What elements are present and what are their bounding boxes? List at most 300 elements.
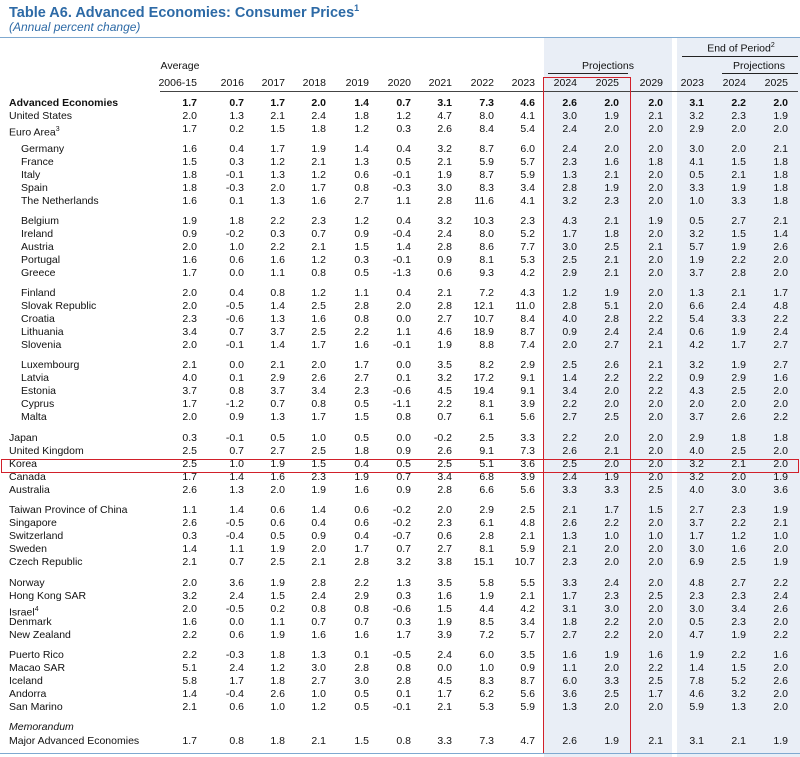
cell-value: 1.8 [182,169,197,181]
cell-value: 2.7 [773,359,788,371]
cell-value: 1.9 [773,556,788,568]
table-row [0,97,800,110]
cell-value: 2.1 [604,445,619,457]
cell-value: 2.1 [604,267,619,279]
cell-value: 3.0 [562,241,577,253]
cell-value: 1.8 [773,195,788,207]
cell-value: 6.8 [479,471,494,483]
cell-value: 2.0 [773,701,788,713]
cell-value: 2.3 [520,215,535,227]
cell-value: 1.7 [648,688,663,700]
cell-value: -0.5 [225,300,244,312]
cell-value: 2.4 [604,577,619,589]
cell-value: 2.0 [731,123,746,135]
cell-value: 1.0 [270,701,285,713]
cell-value: 4.7 [437,110,452,122]
cell-value: 3.6 [520,458,535,470]
table-row [0,432,800,445]
cell-value: 2.0 [648,143,663,155]
cell-value: 2.0 [648,445,663,457]
column-header-2029: 2029 [639,77,663,89]
cell-value: -0.1 [225,339,244,351]
row-label: Ireland [21,228,54,240]
cell-value: 2.0 [311,543,326,555]
cell-value: -0.2 [433,432,452,444]
cell-value: 2.1 [562,504,577,516]
cell-value: 2.4 [311,590,326,602]
cell-value: 1.1 [396,326,411,338]
cell-value: 2.1 [604,215,619,227]
cell-value: 6.1 [479,411,494,423]
cell-value: 3.8 [437,556,452,568]
cell-value: 5.9 [520,543,535,555]
cell-value: 0.1 [229,195,244,207]
cell-value: 0.4 [354,458,369,470]
cell-value: 2.4 [604,326,619,338]
cell-value: 1.9 [689,649,704,661]
cell-value: 1.8 [648,156,663,168]
cell-value: 3.2 [689,359,704,371]
cell-value: 3.3 [731,313,746,325]
cell-value: 2.0 [773,543,788,555]
cell-value: 1.7 [562,228,577,240]
cell-value: 1.9 [604,649,619,661]
cell-value: 2.6 [562,97,577,109]
cell-value: 5.8 [182,675,197,687]
table-row [0,300,800,313]
cell-value: -0.1 [225,169,244,181]
bottom-rule [0,753,800,754]
cell-value: 5.9 [520,701,535,713]
cell-value: 1.7 [182,267,197,279]
cell-value: 1.8 [354,445,369,457]
cell-value: 0.7 [396,471,411,483]
cell-value: 1.1 [562,662,577,674]
cell-value: 1.0 [689,195,704,207]
cell-value: 2.1 [520,590,535,602]
cell-value: 3.5 [520,649,535,661]
cell-value: 2.7 [562,411,577,423]
cell-value: 8.8 [479,339,494,351]
cell-value: 0.5 [354,688,369,700]
cell-value: 8.6 [479,241,494,253]
cell-value: 3.7 [270,326,285,338]
cell-value: 0.5 [396,156,411,168]
cell-value: 2.0 [604,556,619,568]
cell-value: 1.8 [354,110,369,122]
cell-value: 1.4 [270,300,285,312]
cell-value: 8.7 [520,675,535,687]
row-label: Euro Area$^3$ [9,126,60,139]
column-header-2023: 2023 [680,77,704,89]
row-label: Spain [21,182,48,194]
cell-value: 2.5 [311,300,326,312]
cell-value: 0.5 [354,701,369,713]
cell-value: 2.3 [731,110,746,122]
cell-value: 2.1 [311,556,326,568]
cell-value: 4.5 [437,675,452,687]
cell-value: 2.7 [354,372,369,384]
cell-value: 0.6 [354,517,369,529]
cell-value: 0.0 [229,267,244,279]
table-row [0,385,800,398]
cell-value: 3.5 [437,359,452,371]
cell-value: 8.4 [520,313,535,325]
cell-value: -0.4 [392,228,411,240]
column-header-2021: 2021 [428,77,452,89]
cell-value: 0.8 [396,411,411,423]
cell-value: 0.8 [270,287,285,299]
cell-value: 2.7 [354,195,369,207]
cell-value: -0.6 [225,313,244,325]
cell-value: 1.9 [604,471,619,483]
cell-value: 2.5 [479,432,494,444]
cell-value: 1.7 [270,97,285,109]
cell-value: 2.0 [182,411,197,423]
cell-value: -0.6 [392,603,411,615]
cell-value: 0.4 [311,517,326,529]
cell-value: 2.0 [182,603,197,615]
cell-value: 4.0 [182,372,197,384]
cell-value: 3.3 [520,432,535,444]
cell-value: 5.9 [689,701,704,713]
cell-value: 0.6 [437,530,452,542]
cell-value: 11.6 [474,195,494,207]
cell-value: 5.8 [479,577,494,589]
cell-value: 0.8 [311,398,326,410]
cell-value: 7.2 [479,287,494,299]
cell-value: 5.6 [520,411,535,423]
row-label: Norway [9,577,45,589]
cell-value: 6.0 [479,649,494,661]
cell-value: 1.5 [354,411,369,423]
cell-value: 5.3 [520,254,535,266]
row-label: United States [9,110,73,122]
cell-value: 0.6 [270,517,285,529]
cell-value: 11.0 [515,300,535,312]
cell-value: 1.8 [773,432,788,444]
cell-value: 2.1 [648,241,663,253]
cell-value: 2.3 [731,504,746,516]
cell-value: 1.6 [182,195,197,207]
cell-value: 5.1 [479,458,494,470]
cell-value: 2.8 [311,577,326,589]
cell-value: 3.0 [562,110,577,122]
cell-value: 2.0 [648,543,663,555]
cell-value: 2.0 [604,97,619,109]
korea-highlight-box [1,459,799,473]
cell-value: -1.3 [392,267,411,279]
cell-value: 3.1 [689,735,704,747]
cell-value: 1.6 [311,195,326,207]
cell-value: 1.8 [182,182,197,194]
cell-value: 2.1 [182,556,197,568]
cell-value: 1.9 [604,735,619,747]
cell-value: 2.4 [562,471,577,483]
cell-value: 9.1 [520,385,535,397]
row-label: Portugal [21,254,61,266]
cell-value: 1.8 [773,156,788,168]
cell-value: 2.1 [648,339,663,351]
cell-value: 2.0 [311,359,326,371]
cell-value: 2.2 [731,649,746,661]
cell-value: 1.2 [562,287,577,299]
cell-value: 5.5 [520,577,535,589]
table-row [0,143,800,156]
cell-value: 7.3 [520,445,535,457]
table-row [0,484,800,497]
row-footnote-marker: 3 [55,126,60,133]
cell-value: 6.6 [689,300,704,312]
cell-value: 2.1 [562,543,577,555]
cell-value: 1.9 [270,577,285,589]
row-label: Canada [9,471,46,483]
column-header-2018: 2018 [302,77,326,89]
cell-value: 2.9 [354,590,369,602]
cell-value: 1.4 [229,504,244,516]
row-label: Macao SAR [9,662,66,674]
cell-value: 1.9 [270,543,285,555]
cell-value: 1.7 [396,629,411,641]
cell-value: 0.6 [229,629,244,641]
table-row [0,359,800,372]
cell-value: 4.0 [689,445,704,457]
cell-value: 2.0 [604,143,619,155]
cell-value: 6.0 [562,675,577,687]
cell-value: 3.6 [562,688,577,700]
cell-value: 4.1 [520,195,535,207]
cell-value: 1.2 [311,287,326,299]
cell-value: 0.8 [311,267,326,279]
cell-value: 1.5 [648,504,663,516]
cell-value: 0.4 [396,143,411,155]
cell-value: 2.7 [773,339,788,351]
cell-value: 2.8 [437,300,452,312]
cell-value: 5.6 [520,688,535,700]
cell-value: 3.2 [689,471,704,483]
cell-value: 2.0 [604,385,619,397]
cell-value: 19.4 [473,385,494,397]
cell-value: -0.3 [392,182,411,194]
cell-value: 2.0 [648,616,663,628]
cell-value: 0.3 [396,123,411,135]
cell-value: 2.2 [182,629,197,641]
cell-value: 2.0 [648,471,663,483]
cell-value: 1.2 [270,156,285,168]
cell-value: 1.8 [562,616,577,628]
cell-value: 7.2 [479,629,494,641]
cell-value: 1.9 [773,504,788,516]
cell-value: 5.2 [520,228,535,240]
cell-value: 1.2 [270,662,285,674]
cell-value: 4.2 [689,339,704,351]
cell-value: 2.1 [731,458,746,470]
table-row [0,215,800,228]
cell-value: 1.6 [773,372,788,384]
cell-value: 2.0 [731,398,746,410]
cell-value: 2.6 [731,411,746,423]
cell-value: 1.6 [731,543,746,555]
cell-value: 0.7 [396,97,411,109]
cell-value: 3.6 [773,484,788,496]
cell-value: 2.3 [604,590,619,602]
cell-value: 0.2 [270,603,285,615]
row-label: The Netherlands [21,195,99,207]
column-header-2024: 2024 [722,77,746,89]
cell-value: 2.0 [773,123,788,135]
cell-value: -0.1 [392,339,411,351]
cell-value: 0.5 [689,616,704,628]
cell-value: 0.6 [437,267,452,279]
cell-value: -0.1 [392,701,411,713]
cell-value: 1.6 [354,339,369,351]
cell-value: 0.7 [229,97,244,109]
column-header-2023: 2023 [511,77,535,89]
table-row [0,445,800,458]
cell-value: 4.3 [562,215,577,227]
cell-value: 4.0 [689,484,704,496]
table-row [0,195,800,208]
cell-value: 1.0 [311,432,326,444]
cell-value: 1.3 [562,701,577,713]
cell-value: 2.4 [437,649,452,661]
cell-value: 2.6 [562,735,577,747]
cell-value: 0.0 [229,616,244,628]
cell-value: 2.2 [773,411,788,423]
cell-value: 2.3 [604,195,619,207]
cell-value: 1.3 [229,484,244,496]
column-header-2017: 2017 [261,77,285,89]
row-label: Advanced Economies [9,97,119,109]
cell-value: 1.8 [270,675,285,687]
cell-value: 4.3 [689,385,704,397]
cell-value: 0.7 [229,445,244,457]
table-row [0,603,800,619]
cell-value: 8.5 [479,616,494,628]
row-label: Iceland [9,675,43,687]
cell-value: 2.1 [731,287,746,299]
cell-value: 2.0 [689,398,704,410]
eop-projections-header: Projections [733,60,785,72]
cell-value: 1.6 [604,156,619,168]
cell-value: 1.9 [731,359,746,371]
cell-value: 8.1 [479,254,494,266]
cell-value: 1.8 [773,182,788,194]
cell-value: 0.4 [354,530,369,542]
table-row [0,629,800,642]
cell-value: 2.1 [731,735,746,747]
cell-value: 2.1 [182,359,197,371]
cell-value: 1.5 [437,603,452,615]
cell-value: 9.1 [520,372,535,384]
cell-value: 1.9 [731,241,746,253]
cell-value: 3.3 [437,735,452,747]
cell-value: 1.0 [648,530,663,542]
cell-value: 0.3 [182,530,197,542]
cell-value: 2.5 [182,458,197,470]
cell-value: 2.1 [648,359,663,371]
row-label: Slovak Republic [21,300,97,312]
cell-value: 1.7 [311,339,326,351]
cell-value: 5.7 [520,156,535,168]
cell-value: 1.1 [396,195,411,207]
row-label: Lithuania [21,326,64,338]
cell-value: 0.3 [354,254,369,266]
cell-value: 2.6 [182,517,197,529]
table-row [0,182,800,195]
cell-value: 3.7 [182,385,197,397]
cell-value: 1.6 [648,649,663,661]
cell-value: 2.0 [731,471,746,483]
cell-value: 0.9 [437,254,452,266]
table-row [0,326,800,339]
cell-value: 2.7 [562,629,577,641]
cell-value: 3.7 [689,267,704,279]
cell-value: 0.1 [354,649,369,661]
cell-value: 0.5 [354,432,369,444]
cell-value: 2.8 [562,300,577,312]
cell-value: 2.0 [773,254,788,266]
cell-value: 2.6 [311,372,326,384]
row-label: Slovenia [21,339,62,351]
cell-value: 4.0 [562,313,577,325]
cell-value: 2.0 [648,267,663,279]
table-row [0,543,800,556]
cell-value: 3.1 [437,97,452,109]
row-footnote-marker: 4 [34,606,39,613]
row-label: Czech Republic [9,556,83,568]
cell-value: 2.7 [437,313,452,325]
table-row [0,241,800,254]
cell-value: 2.9 [479,504,494,516]
cell-value: 1.4 [270,339,285,351]
cell-value: 6.0 [520,143,535,155]
average-header: Average [160,60,200,72]
cell-value: 8.4 [479,123,494,135]
cell-value: 0.0 [396,432,411,444]
cell-value: 1.6 [773,649,788,661]
cell-value: 3.2 [437,143,452,155]
cell-value: 2.2 [354,577,369,589]
cell-value: 1.1 [229,543,244,555]
cell-value: 3.4 [520,182,535,194]
table-row [0,616,800,629]
cell-value: 2.5 [311,445,326,457]
cell-value: 2.3 [311,215,326,227]
cell-value: 4.8 [520,517,535,529]
cell-value: 2.0 [773,445,788,457]
cell-value: 1.3 [270,411,285,423]
cell-value: 1.0 [229,458,244,470]
cell-value: 0.5 [689,169,704,181]
cell-value: 2.0 [648,556,663,568]
cell-value: 3.4 [520,616,535,628]
table-row [0,662,800,675]
column-header-2022: 2022 [470,77,494,89]
cell-value: 3.2 [689,110,704,122]
cell-value: 1.2 [354,215,369,227]
cell-value: 2.8 [396,675,411,687]
cell-value: 0.0 [229,359,244,371]
cell-value: 2.0 [648,300,663,312]
table-row [0,313,800,326]
table-row [0,590,800,603]
cell-value: 3.9 [520,471,535,483]
cell-value: 2.8 [562,182,577,194]
cell-value: 1.4 [354,97,369,109]
cell-value: 2.3 [562,156,577,168]
cell-value: 2.1 [604,254,619,266]
